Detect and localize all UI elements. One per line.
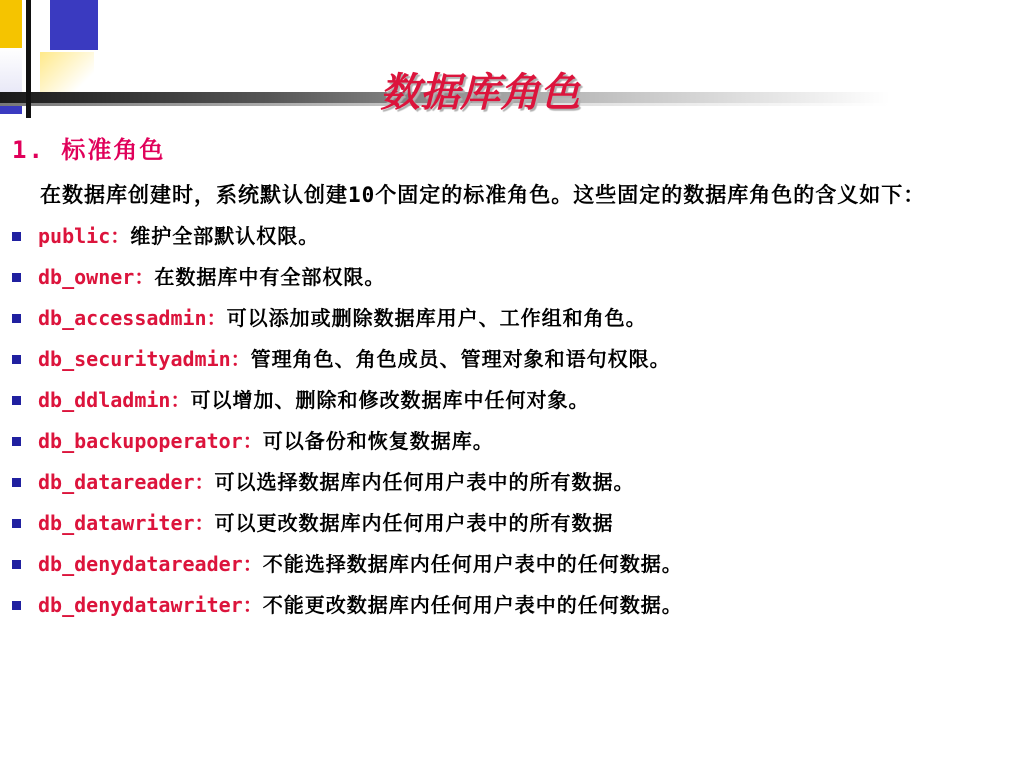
square-bullet-icon <box>12 355 21 364</box>
role-description: 不能更改数据库内任何用户表中的任何数据。 <box>262 593 683 617</box>
list-item <box>12 339 1012 380</box>
decor-vertical-rule <box>26 0 31 118</box>
decor-fade-block <box>0 48 22 92</box>
role-name: db_denydatawriter： <box>38 593 263 617</box>
decor-yellow-fade-block <box>40 52 94 92</box>
list-item <box>12 462 1012 503</box>
list-item <box>12 257 1012 298</box>
square-bullet-icon <box>12 396 21 405</box>
role-description: 维护全部默认权限。 <box>130 224 320 248</box>
role-description: 可以选择数据库内任何用户表中的所有数据。 <box>214 470 635 494</box>
role-description: 管理角色、角色成员、管理对象和语句权限。 <box>250 347 671 371</box>
square-bullet-icon <box>12 273 21 282</box>
square-bullet-icon <box>12 232 21 241</box>
square-bullet-icon <box>12 601 21 610</box>
list-item <box>12 216 1012 257</box>
list-item <box>12 421 1012 462</box>
square-bullet-icon <box>12 314 21 323</box>
section-heading: 1. 标准角色 <box>12 136 166 164</box>
role-list <box>12 216 1012 626</box>
role-description: 可以增加、删除和修改数据库中任何对象。 <box>190 388 590 412</box>
square-bullet-icon <box>12 519 21 528</box>
list-item <box>12 585 1012 626</box>
intro-paragraph: 在数据库创建时，系统默认创建10个固定的标准角色。这些固定的数据库角色的含义如下： <box>40 183 926 207</box>
square-bullet-icon <box>12 560 21 569</box>
role-name: db_ddladmin： <box>38 388 191 412</box>
role-description: 可以更改数据库内任何用户表中的所有数据 <box>214 511 614 535</box>
role-description: 不能选择数据库内任何用户表中的任何数据。 <box>262 552 683 576</box>
list-item <box>12 544 1012 585</box>
slide-content <box>12 126 1012 626</box>
list-item <box>12 380 1012 421</box>
decor-yellow-block <box>0 0 22 48</box>
square-bullet-icon <box>12 437 21 446</box>
role-description: 可以备份和恢复数据库。 <box>262 429 494 453</box>
role-description: 在数据库中有全部权限。 <box>154 265 386 289</box>
list-item <box>12 503 1012 544</box>
role-name: public： <box>38 224 131 248</box>
role-name: db_backupoperator： <box>38 429 263 453</box>
list-item <box>12 298 1012 339</box>
role-name: db_denydatareader： <box>38 552 263 576</box>
role-name: db_datareader： <box>38 470 215 494</box>
role-description: 可以添加或删除数据库用户、工作组和角色。 <box>226 306 647 330</box>
role-name: db_accessadmin： <box>38 306 227 330</box>
role-name: db_securityadmin： <box>38 347 251 371</box>
decor-blue-block <box>50 0 98 50</box>
slide-title: 数据库角色 <box>380 68 580 116</box>
role-name: db_owner： <box>38 265 155 289</box>
square-bullet-icon <box>12 478 21 487</box>
role-name: db_datawriter： <box>38 511 215 535</box>
